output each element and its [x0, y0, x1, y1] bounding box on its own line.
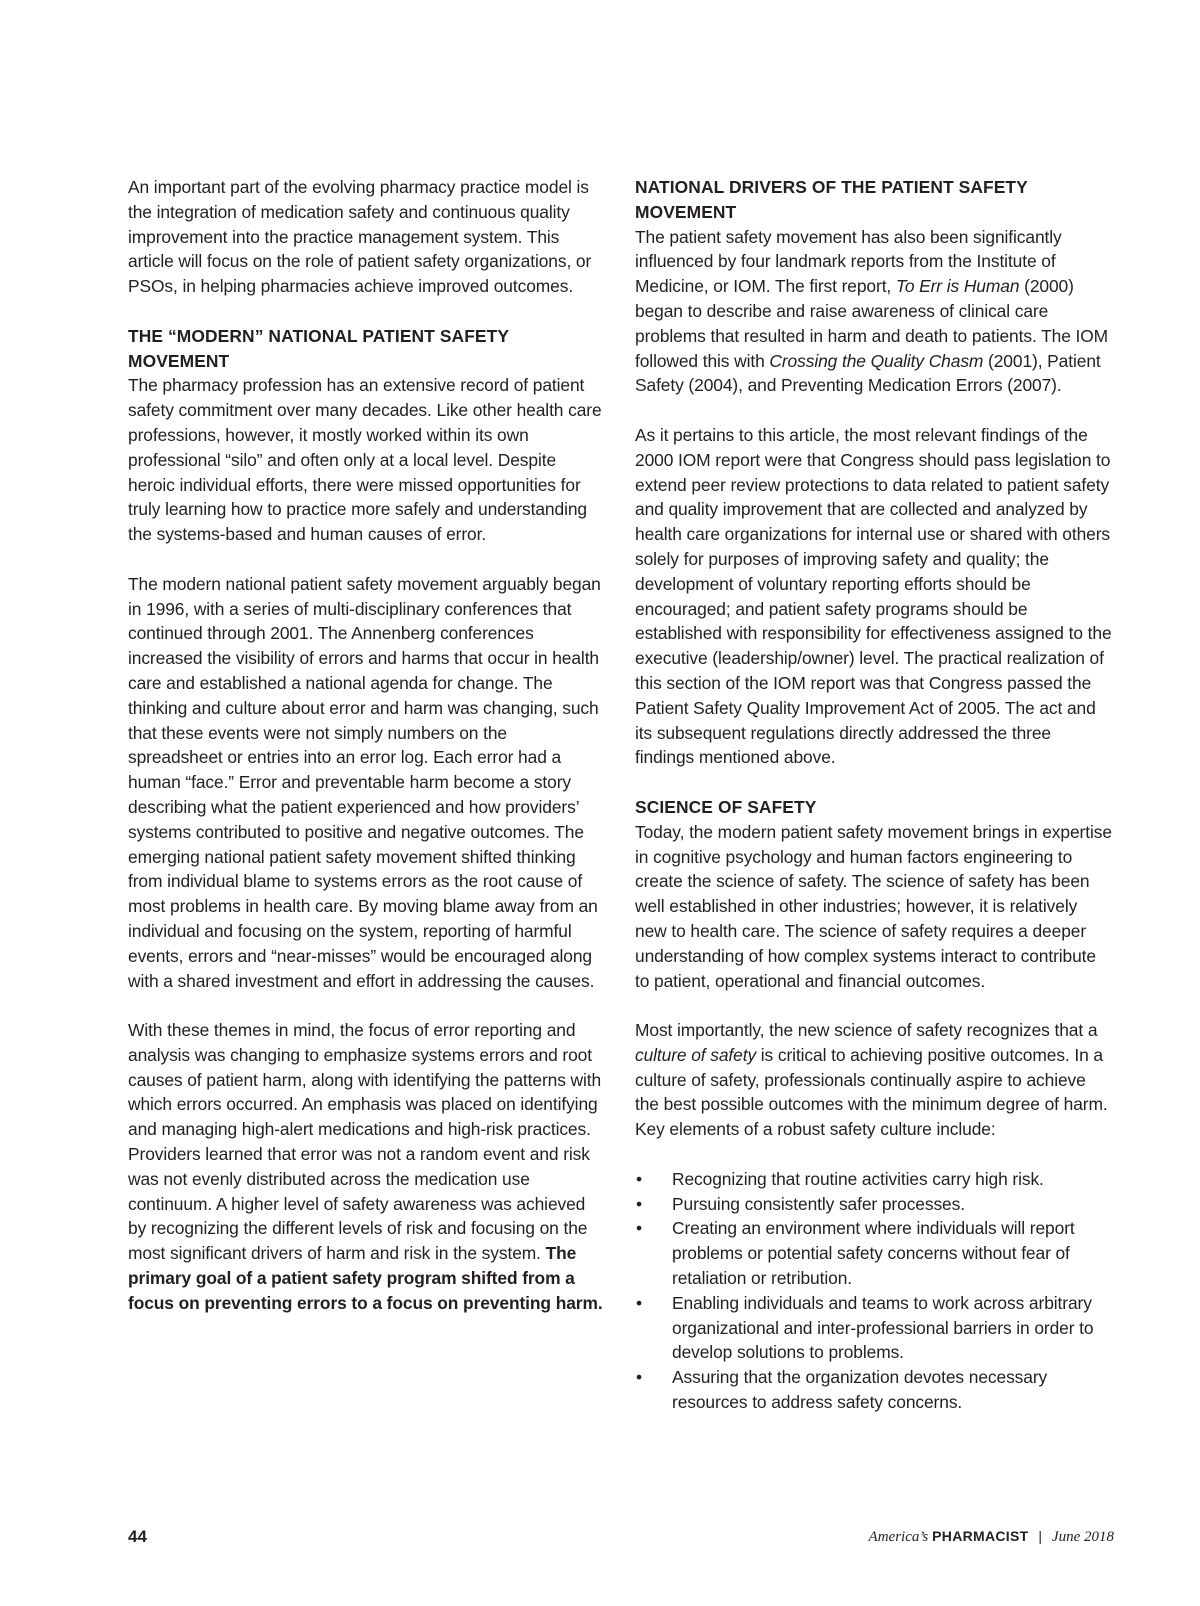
list-item-text: Pursuing consistently safer processes.: [672, 1193, 965, 1214]
running-footer: [869, 1528, 1114, 1546]
paragraph-error-reporting: [128, 1018, 606, 1316]
list-item: [635, 1216, 1113, 1290]
issue-date: June 2018: [1051, 1529, 1114, 1545]
culture-text-a: Most importantly, the new science of safety recognizes that a: [635, 1020, 1098, 1041]
list-item: [635, 1365, 1113, 1415]
bullet-icon: •: [636, 1367, 642, 1388]
list-item: [635, 1291, 1113, 1365]
bullet-icon: •: [636, 1168, 642, 1189]
paragraph-modern-movement: The modern national patient safety movement arguably began in 1996, with a series of multi-disciplinary conferences that continued through 2001. The Annenberg conferences increased the visibility of errors and harms that occur in health care and established a national agenda for change. The thinking and culture about error and harm was changing, such that these events were not simply numbers on the spreadsheet or entries into an error log. Each error had a human “face.” Error and preventable harm become a story describing what the patient experienced and how providers’ systems contributed to positive and negative outcomes. The emerging national patient safety movement shifted thinking from individual blame to systems errors as the root cause of most problems in health care. By moving blame away from an individual and focusing on the system, reporting of harmful events, errors and “near-misses” would be encouraged along with a shared investment and effort in addressing the causes.: [128, 573, 601, 991]
bullet-icon: •: [636, 1218, 642, 1239]
left-column: [128, 175, 606, 1340]
report-title-to-err: To Err is Human: [895, 276, 1020, 297]
iom-text-b: (2000) began to describe and raise awareness of clinical care problems that resulted in harm and death to patients. The IOM followed this with: [635, 276, 1109, 371]
bullet-icon: •: [636, 1292, 642, 1313]
paragraph-culture-of-safety: [635, 1018, 1113, 1142]
paragraph-error-reporting-text: With these themes in mind, the focus of error reporting and analysis was changing to emphasize systems errors and root causes of patient harm, along with identifying the patterns with which errors occurred. An emphasis was placed on identifying and managing high-alert medications and high-risk practices. Providers learned that error was not a random event and risk was not evenly distributed across the medication use continuum. A higher level of safety awareness was achieved by recognizing the different levels of risk and focusing on the most significant drivers of harm and risk in the system.: [128, 1020, 602, 1264]
list-item-text: Recognizing that routine activities carry high risk.: [672, 1168, 1044, 1189]
list-item: [635, 1192, 1113, 1217]
section-heading-science-of-safety: SCIENCE OF SAFETY: [635, 796, 817, 817]
intro-paragraph: An important part of the evolving pharmacy practice model is the integration of medication safety and continuous quality improvement into the practice management system. This article will focus on the role of patient safety organizations, or PSOs, in helping pharmacies achieve improved outcomes.: [128, 177, 592, 297]
list-item-text: Assuring that the organization devotes necessary resources to address safety concerns.: [672, 1367, 1048, 1413]
list-item-text: Enabling individuals and teams to work across arbitrary organizational and inter-professional barriers in order to develop solutions to problems.: [672, 1292, 1094, 1363]
culture-of-safety-term: culture of safety: [635, 1044, 757, 1065]
section-heading-modern-movement: THE “MODERN” NATIONAL PATIENT SAFETY MOVEMENT: [128, 325, 509, 371]
paragraph-iom-reports: [635, 225, 1113, 399]
magazine-name: PHARMACIST: [932, 1528, 1029, 1544]
footer-separator: |: [1038, 1528, 1043, 1544]
list-item: [635, 1167, 1113, 1192]
report-title-quality-chasm: Crossing the Quality Chasm: [769, 350, 984, 371]
right-column: [635, 175, 1113, 1415]
paragraph-profession-record: The pharmacy profession has an extensive record of patient safety commitment over many decades. Like other health care professions, however, it mostly worked within its own professional “silo” and often only at a local level. Despite heroic individual efforts, there were missed opportunities for truly learning how to practice more safely and understanding the systems-based and human causes of error.: [128, 375, 602, 545]
paragraph-iom-findings: As it pertains to this article, the most relevant findings of the 2000 IOM report were that Congress should pass legislation to extend peer review protections to data related to patient safety and quality improvement that are collected and analyzed by health care organizations for internal use or shared with others solely for purposes of improving safety and quality; the development of voluntary reporting efforts should be encouraged; and patient safety programs should be established with responsibility for effectiveness assigned to the executive (leadership/owner) level. The practical realization of this section of the IOM report was that Congress passed the Patient Safety Quality Improvement Act of 2005. The act and its subsequent regulations directly addressed the three findings mentioned above.: [635, 424, 1112, 768]
magazine-prefix: America’s: [868, 1529, 929, 1545]
bullet-icon: •: [636, 1193, 642, 1214]
paragraph-science-of-safety: Today, the modern patient safety movement brings in expertise in cognitive psychology and human factors engineering to create the science of safety. The science of safety has been well established in other industries; however, it is relatively new to health care. The science of safety requires a deeper understanding of how complex systems interact to contribute to patient, operational and financial outcomes.: [635, 821, 1112, 991]
list-item-text: Creating an environment where individuals will report problems or potential safety concerns without fear of retaliation or retribution.: [672, 1218, 1075, 1289]
iom-text-c: (2001), Patient Safety (2004), and Preventing Medication Errors (2007).: [635, 350, 1101, 396]
iom-text-a: The patient safety movement has also been significantly influenced by four landmark reports from the Institute of Medicine, or IOM. The first report,: [635, 226, 1062, 297]
page-number: 44: [128, 1527, 147, 1546]
primary-goal-statement: The primary goal of a patient safety program shifted from a focus on preventing errors to a focus on preventing harm.: [128, 1243, 603, 1313]
culture-text-b: is critical to achieving positive outcomes. In a culture of safety, professionals continually aspire to achieve the best possible outcomes with the minimum degree of harm. Key elements of a robust safety culture include:: [635, 1044, 1108, 1140]
section-heading-national-drivers: NATIONAL DRIVERS OF THE PATIENT SAFETY MOVEMENT: [635, 177, 1028, 222]
safety-culture-list: [635, 1167, 1113, 1415]
